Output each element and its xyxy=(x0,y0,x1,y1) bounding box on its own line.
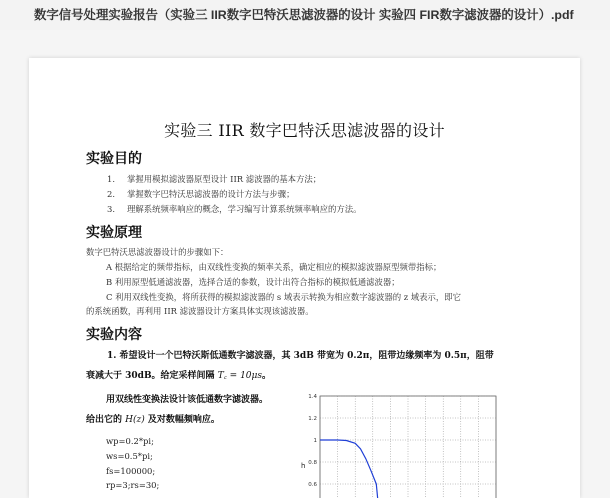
viewer-title-bar xyxy=(0,0,610,30)
response-curve xyxy=(320,440,380,498)
subtask-text: 给出它的 xyxy=(86,415,126,425)
task-text-end: 。 xyxy=(262,371,272,381)
y-tick-label: 0.6 xyxy=(308,482,317,488)
subtask-1: 用双线性变换法设计该低通数字滤波器。 xyxy=(106,395,269,405)
y-tick-label: 1.2 xyxy=(308,416,317,422)
item-text: 理解系统频率响应的概念，学习编写计算系统频率响应的方法。 xyxy=(127,204,362,214)
task-text: 衰减大于 30dB。给定采样间隔 xyxy=(86,371,218,381)
item-number: 1. xyxy=(107,174,115,184)
purpose-item xyxy=(107,188,295,200)
code-line: fs=100000; xyxy=(106,466,156,476)
magnitude-response-chart xyxy=(298,388,508,498)
principle-step-c-cont: 的系统函数，再利用 IIR 滤波器设计方案具体实现该滤波器。 xyxy=(86,306,314,316)
principle-step-b: B 利用原型低通滤波器，选择合适的参数，设计出符合指标的模拟低通滤波器； xyxy=(106,277,400,287)
item-number: 3. xyxy=(107,204,115,214)
report-title: 实验三 IIR 数字巴特沃思滤波器的设计 xyxy=(164,121,445,140)
chart-grid xyxy=(320,396,496,498)
principle-step-c: C 利用双线性变换，将所获得的模拟滤波器的 s 域表示转换为相应数字滤波器的 z 域表示，即它 xyxy=(106,292,462,302)
code-line: wp=0.2*pi; xyxy=(106,436,154,446)
sampling-interval-formula: T꜀ = 10μs xyxy=(217,371,263,381)
purpose-heading: 实验目的 xyxy=(86,150,142,166)
chart-ticks xyxy=(308,394,317,488)
code-line: ws=0.5*pi; xyxy=(106,451,153,461)
purpose-item xyxy=(107,173,321,185)
y-tick-label: 1 xyxy=(313,438,317,444)
y-tick-label: 1.4 xyxy=(308,394,317,400)
task-line-2 xyxy=(86,368,271,381)
y-tick-label: 0.8 xyxy=(308,460,317,466)
document-page xyxy=(29,58,580,498)
principle-heading: 实验原理 xyxy=(86,224,142,240)
purpose-item xyxy=(107,203,362,215)
code-line: rp=3;rs=30; xyxy=(106,480,160,490)
subtask-text-end: 及对数幅频响应。 xyxy=(144,415,220,425)
principle-step-a: A 根据给定的频带指标，由双线性变换的频率关系，确定相应的模拟滤波器原型频带指标； xyxy=(106,262,442,272)
item-text: 掌握用模拟滤波器原型设计 IIR 滤波器的基本方法； xyxy=(127,174,322,184)
y-axis-label: h xyxy=(301,462,306,470)
item-number: 2. xyxy=(107,189,115,199)
document-title: 数字信号处理实验报告（实验三 IIR数字巴特沃思滤波器的设计 实验四 FIR数字滤波器的设计）.pdf xyxy=(34,8,574,22)
subtask-2 xyxy=(86,412,220,425)
transfer-function: H(z) xyxy=(125,415,145,425)
principle-intro: 数字巴特沃思滤波器设计的步骤如下： xyxy=(86,247,229,257)
task-line-1: 1. 希望设计一个巴特沃斯低通数字滤波器，其 3dB 带宽为 0.2π，阻带边缘频率为 0.5π，阻带 xyxy=(107,351,494,361)
item-text: 掌握数字巴特沃思滤波器的设计方法与步骤； xyxy=(127,189,295,199)
content-heading: 实验内容 xyxy=(86,326,142,342)
